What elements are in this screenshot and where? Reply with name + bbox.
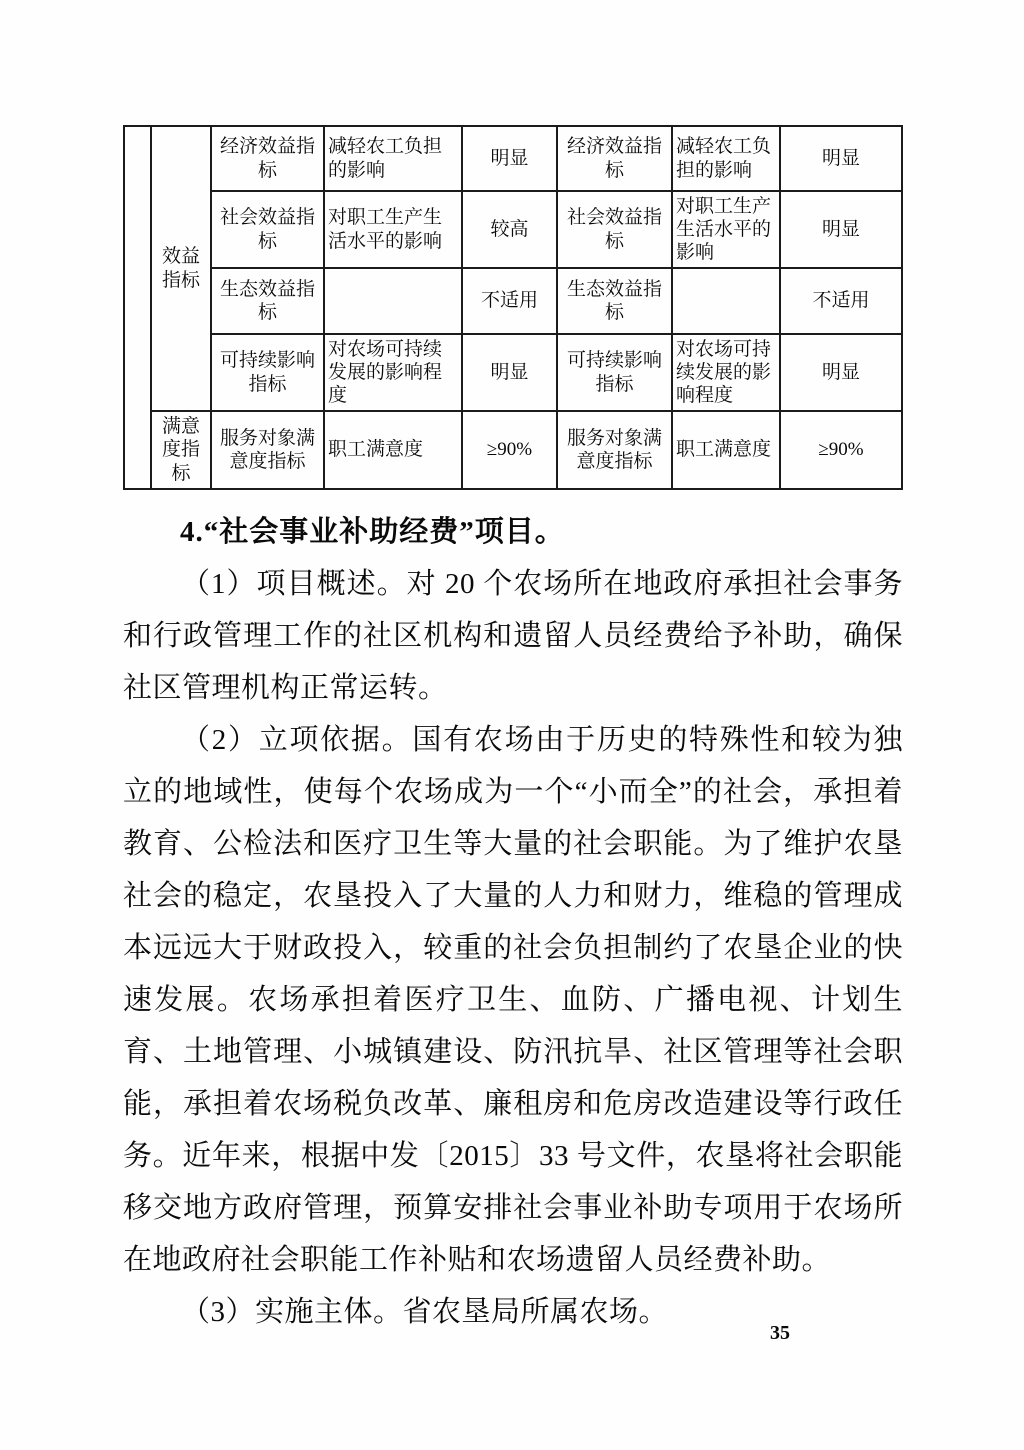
table-cell: 明显 [780, 191, 902, 268]
table-cell: 可持续影响指标 [557, 334, 672, 411]
table-cell: ≥90% [780, 411, 902, 489]
table-cell: 对职工生产生活水平的影响 [672, 191, 780, 268]
table-cell: 生态效益指标 [557, 268, 672, 334]
table-cell: 服务对象满意度指标 [211, 411, 324, 489]
table-left-spacer-cell [124, 126, 151, 489]
table-cell: 经济效益指标 [557, 126, 672, 191]
page-number: 35 [770, 1322, 790, 1344]
table-row [124, 411, 902, 489]
table-cell [324, 268, 462, 334]
table-cell: 减轻农工负担的影响 [324, 126, 462, 191]
table-row [124, 126, 902, 191]
table-cell: 不适用 [780, 268, 902, 334]
paragraph-implementing-body: （3）实施主体。省农垦局所属农场。 [181, 1296, 669, 1328]
table-cell: 服务对象满意度指标 [557, 411, 672, 489]
table-cell: 社会效益指标 [557, 191, 672, 268]
table-row [124, 268, 902, 334]
table-cell: 职工满意度 [672, 411, 780, 489]
table-cell: 减轻农工负担的影响 [672, 126, 780, 191]
table-cell: 社会效益指标 [211, 191, 324, 268]
table-group-cell: 满意度指标 [151, 411, 211, 489]
table-cell: 对农场可持续发展的影响程度 [672, 334, 780, 411]
table-cell: 生态效益指标 [211, 268, 324, 334]
table-cell: 较高 [462, 191, 557, 268]
paragraph-project-basis: （2）立项依据。国有农场由于历史的特殊性和较为独立的地域性，使每个农场成为一个“小而全”的社会，承担着教育、公检法和医疗卫生等大量的社会职能。为了维护农垦社会的稳定，农垦投入了大量的人力和财力，维稳的管理成本远远大于财政投入，较重的社会负担制约了农垦企业的快速发展。农场承担着医疗卫生、血防、广播电视、计划生育、土地管理、小城镇建设、防汛抗旱、社区管理等社会职能，承担着农场税负改革、廉租房和危房改造建设等行政任务。近年来，根据中发〔2015〕33 号文件，农垦将社会职能移交地方政府管理，预算安排社会事业补助专项用于农场所在地政府社会职能工作补贴和农场遗留人员经费补助。 [123, 724, 903, 1276]
table-cell: 经济效益指标 [211, 126, 324, 191]
table-cell: 明显 [780, 126, 902, 191]
table-row [124, 191, 902, 268]
table-cell: 对农场可持续发展的影响程度 [324, 334, 462, 411]
table-row [124, 334, 902, 411]
table-cell: 明显 [780, 334, 902, 411]
table-group-cell: 效益指标 [151, 126, 211, 411]
table-cell: 不适用 [462, 268, 557, 334]
table-cell: ≥90% [462, 411, 557, 489]
table-cell [672, 268, 780, 334]
table-cell: 明显 [462, 334, 557, 411]
paragraph-project-overview: （1）项目概述。对 20 个农场所在地政府承担社会事务和行政管理工作的社区机构和遗留人员经费给予补助，确保社区管理机构正常运转。 [123, 568, 903, 704]
page-content [123, 125, 903, 1338]
indicator-table [123, 125, 903, 490]
table-cell: 对职工生产生活水平的影响 [324, 191, 462, 268]
table-cell: 明显 [462, 126, 557, 191]
table-cell: 职工满意度 [324, 411, 462, 489]
table-cell: 可持续影响指标 [211, 334, 324, 411]
section-heading: 4.“社会事业补助经费”项目。 [180, 516, 565, 548]
